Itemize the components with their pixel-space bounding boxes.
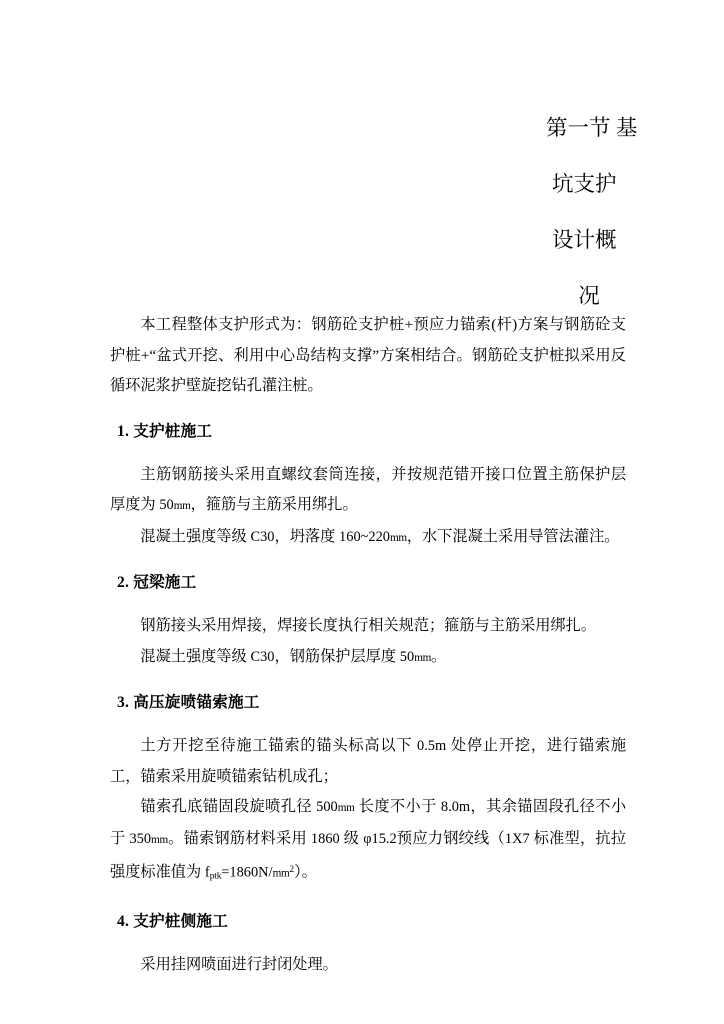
section-number-1: 1. (117, 422, 130, 440)
page-title-line-1: 第一节 基 (546, 116, 638, 140)
page-title-line-3: 设计概 (552, 228, 617, 252)
text-run: 预应力钢绞线（ (396, 829, 505, 847)
text-run: ，箍筋与主筋采用绑扎。 (190, 496, 358, 513)
section-2-paragraph-2 (110, 642, 626, 674)
value-excavation-offset: 0.5m (417, 738, 447, 754)
intro-paragraph: 本工程整体支护形式为：钢筋砼支护桩+预应力锚索(杆)方案与钢筋砼支护桩+“盆式开挖、利用中心岛结构支撑”方案相结合。钢筋砼支护桩拟采用反循环泥浆护壁旋挖钻孔灌注桩。 (110, 316, 626, 394)
section-1-paragraph-1 (110, 460, 626, 522)
text-run: 主筋钢筋接头采用直螺纹套筒连接，并按规范错开接口位置主筋保护层厚度为 (110, 465, 626, 513)
section-number-3: 3. (117, 694, 130, 711)
text-run: 。 (431, 647, 447, 665)
section-title-2: 冠梁施工 (133, 574, 197, 591)
page-title-line-2: 坑支护 (552, 172, 617, 196)
section-heading-2 (110, 568, 626, 598)
value-other-diameter: 350 (129, 830, 152, 847)
value-strand-diameter: φ15.2 (363, 830, 397, 847)
subscript-ptk: ptk (209, 871, 222, 882)
text-run: ，坍落度 (274, 527, 340, 545)
unit-mm: mm (337, 802, 355, 814)
section-3-paragraph-2 (110, 792, 626, 892)
section-heading-4 (110, 907, 626, 937)
section-title-1: 支护桩施工 (133, 422, 213, 440)
section-heading-3 (110, 688, 626, 718)
section-1-paragraph-2 (110, 522, 626, 554)
text-run: ）。 (294, 863, 317, 881)
value-concrete-grade: C30 (250, 528, 275, 545)
value-rebar-cover-thickness: 50 (399, 648, 415, 665)
text-run: ，水下混凝土采用导管法灌注。 (406, 527, 620, 545)
unit-mm: mm (390, 531, 407, 544)
document-body (110, 310, 626, 980)
section-4-paragraph-1: 采用挂网喷面进行封闭处理。 (140, 955, 338, 973)
value-anchor-length: 8.0m (440, 799, 471, 815)
value-slump-range: 160~220 (339, 528, 391, 545)
section-number-4: 4. (117, 912, 130, 930)
text-run: 。锚索钢筋材料采用 (167, 829, 311, 847)
value-strand-grade: 1860 (310, 830, 340, 847)
value-tensile-strength: =1860N/ (221, 864, 273, 881)
text-run: 锚索孔底锚固段旋喷孔径 (140, 798, 317, 815)
text-run: ，其余锚固段孔径不小于 (110, 798, 627, 847)
text-run: 处停止开挖，进行锚索施工，锚索采用旋喷锚索钻机成孔； (110, 737, 627, 785)
section-3-paragraph-1 (110, 731, 626, 792)
text-run: 混凝土强度等级 (140, 527, 251, 545)
text-run: 混凝土强度等级 (140, 647, 251, 665)
text-run: 标准型，抗拉强度标准值为 (110, 829, 626, 881)
section-number-2: 2. (117, 574, 130, 591)
page-title (506, 100, 638, 324)
value-pile-cover-thickness: 50 (159, 497, 174, 513)
section-heading-1 (110, 417, 626, 447)
section-title-4: 支护桩侧施工 (133, 912, 228, 930)
section-title-3: 高压旋喷锚索施工 (133, 694, 260, 711)
value-jet-grout-diameter: 500 (316, 799, 338, 815)
unit-mm: mm (414, 651, 431, 664)
unit-mm: mm (173, 500, 191, 512)
text-run: 级 (339, 829, 364, 847)
section-2-paragraph-1: 钢筋接头采用焊接，焊接长度执行相关规范；箍筋与主筋采用绑扎。 (140, 617, 597, 634)
page-title-line-4: 况 (578, 284, 600, 308)
text-run: 长度不小于 (354, 798, 441, 815)
text-run: 土方开挖至待施工锚索的锚头标高以下 (140, 737, 418, 754)
superscript-square: 2 (289, 865, 295, 875)
unit-mm: mm (272, 867, 290, 880)
text-run: ，钢筋保护层厚度 (274, 647, 400, 665)
value-strand-type: 1X7 (504, 830, 530, 847)
symbol-fptk: f (204, 864, 210, 881)
value-concrete-grade: C30 (250, 648, 275, 665)
unit-mm: mm (151, 833, 168, 846)
